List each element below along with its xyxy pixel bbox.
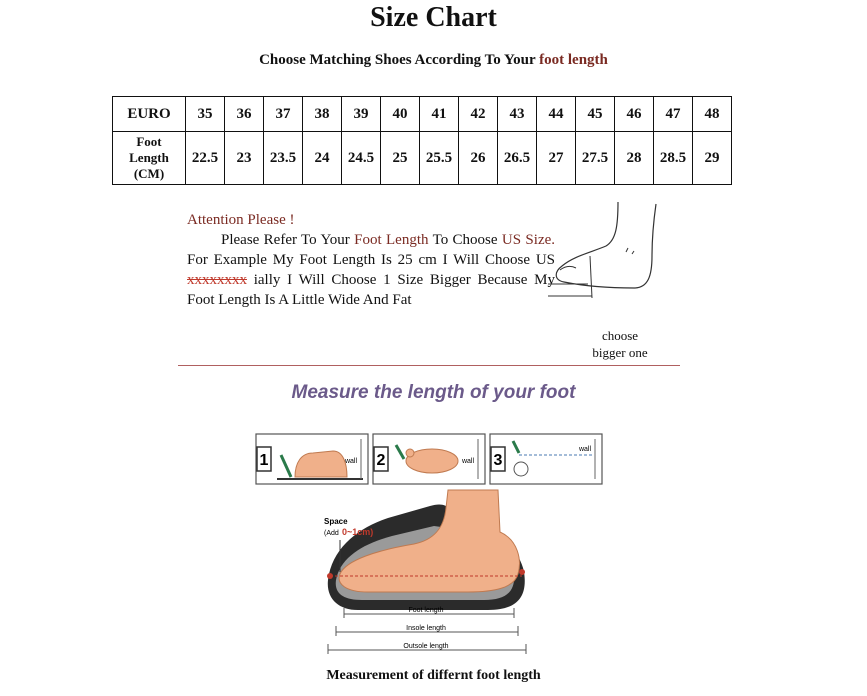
euro-size-cell: 40 xyxy=(381,97,420,132)
foot-length-cell: 25 xyxy=(381,132,420,185)
foot-length-header-line3: (CM) xyxy=(133,166,165,181)
step-2-wall: wall xyxy=(461,458,475,465)
step-1-wall: wall xyxy=(344,458,358,465)
foot-length-cell: 28.5 xyxy=(654,132,693,185)
choose-note-line1: choose xyxy=(601,328,639,343)
foot-length-cell: 27 xyxy=(537,132,576,185)
step-1-panel xyxy=(256,434,368,484)
subtitle-highlight: foot length xyxy=(539,52,608,68)
euro-header-cell: EURO xyxy=(113,97,186,132)
euro-size-cell: 37 xyxy=(264,97,303,132)
choose-note-line2: bigger one xyxy=(592,345,648,360)
foot-length-cell: 27.5 xyxy=(576,132,615,185)
attention-heading: Attention Please ! xyxy=(187,212,295,228)
foot-length-header-line1: Foot xyxy=(136,134,162,149)
euro-size-cell: 47 xyxy=(654,97,693,132)
size-table xyxy=(112,96,732,185)
euro-row xyxy=(113,97,732,132)
euro-size-cell: 35 xyxy=(186,97,225,132)
subtitle-prefix: Choose Matching Shoes According To Your xyxy=(259,52,540,68)
step-2-number: 2 xyxy=(376,452,386,469)
insole-length-label: Insole length xyxy=(406,625,446,632)
step-3-wall: wall xyxy=(578,446,592,453)
euro-size-cell: 44 xyxy=(537,97,576,132)
attention-foot-length: Foot Length xyxy=(354,232,429,248)
foot-length-row xyxy=(113,132,732,185)
measure-title: Measure the length of your foot xyxy=(291,382,576,403)
euro-size-cell: 46 xyxy=(615,97,654,132)
choose-note xyxy=(575,327,665,361)
attention-note xyxy=(187,210,555,310)
step-1-number: 1 xyxy=(259,452,269,469)
foot-length-cell: 23.5 xyxy=(264,132,303,185)
foot-length-cell: 24 xyxy=(303,132,342,185)
diagram-caption: Measurement of differnt foot length xyxy=(326,668,541,683)
euro-size-cell: 45 xyxy=(576,97,615,132)
add-label: (Add xyxy=(324,530,339,537)
step-3-number: 3 xyxy=(493,452,503,469)
euro-size-cell: 42 xyxy=(459,97,498,132)
foot-length-cell: 29 xyxy=(693,132,732,185)
measure-steps xyxy=(255,433,605,485)
foot-length-cell: 23 xyxy=(225,132,264,185)
attention-strike: xxxxxxxx xyxy=(187,272,247,288)
attention-text-1: Please Refer To Your xyxy=(221,232,355,248)
step-3-panel xyxy=(490,434,602,484)
space-label: Space xyxy=(324,517,348,526)
euro-size-cell: 43 xyxy=(498,97,537,132)
euro-size-cell: 39 xyxy=(342,97,381,132)
foot-length-cell: 22.5 xyxy=(186,132,225,185)
foot-length-label: Foot length xyxy=(408,607,444,614)
shoe-measurement-diagram xyxy=(318,488,538,664)
foot-sketch-icon xyxy=(548,196,668,308)
euro-size-cell: 36 xyxy=(225,97,264,132)
foot-length-cell: 26.5 xyxy=(498,132,537,185)
attention-text-2: To Choose xyxy=(428,232,502,248)
foot-length-header-cell xyxy=(113,132,186,185)
attention-body xyxy=(187,230,555,310)
attention-us-size: US Size. xyxy=(501,232,556,248)
euro-size-cell: 41 xyxy=(420,97,459,132)
add-range-label: 0~1cm) xyxy=(342,527,374,537)
euro-size-cell: 38 xyxy=(303,97,342,132)
subtitle xyxy=(0,52,867,69)
foot-length-cell: 25.5 xyxy=(420,132,459,185)
attention-text-4: ially I Will Choose 1 Size Bigger Because My Foot Length Is A Little Wide And Fat xyxy=(187,272,555,308)
divider xyxy=(178,365,680,366)
page-title: Size Chart xyxy=(370,2,497,33)
outsole-length-label: Outsole length xyxy=(403,643,449,650)
foot-length-header-line2: Length xyxy=(129,150,169,165)
attention-text-3: For Example My Foot Length Is 25 cm I Will Choose US xyxy=(187,252,555,268)
foot-length-cell: 28 xyxy=(615,132,654,185)
foot-length-cell: 24.5 xyxy=(342,132,381,185)
euro-size-cell: 48 xyxy=(693,97,732,132)
foot-length-cell: 26 xyxy=(459,132,498,185)
step-2-panel xyxy=(373,434,485,484)
